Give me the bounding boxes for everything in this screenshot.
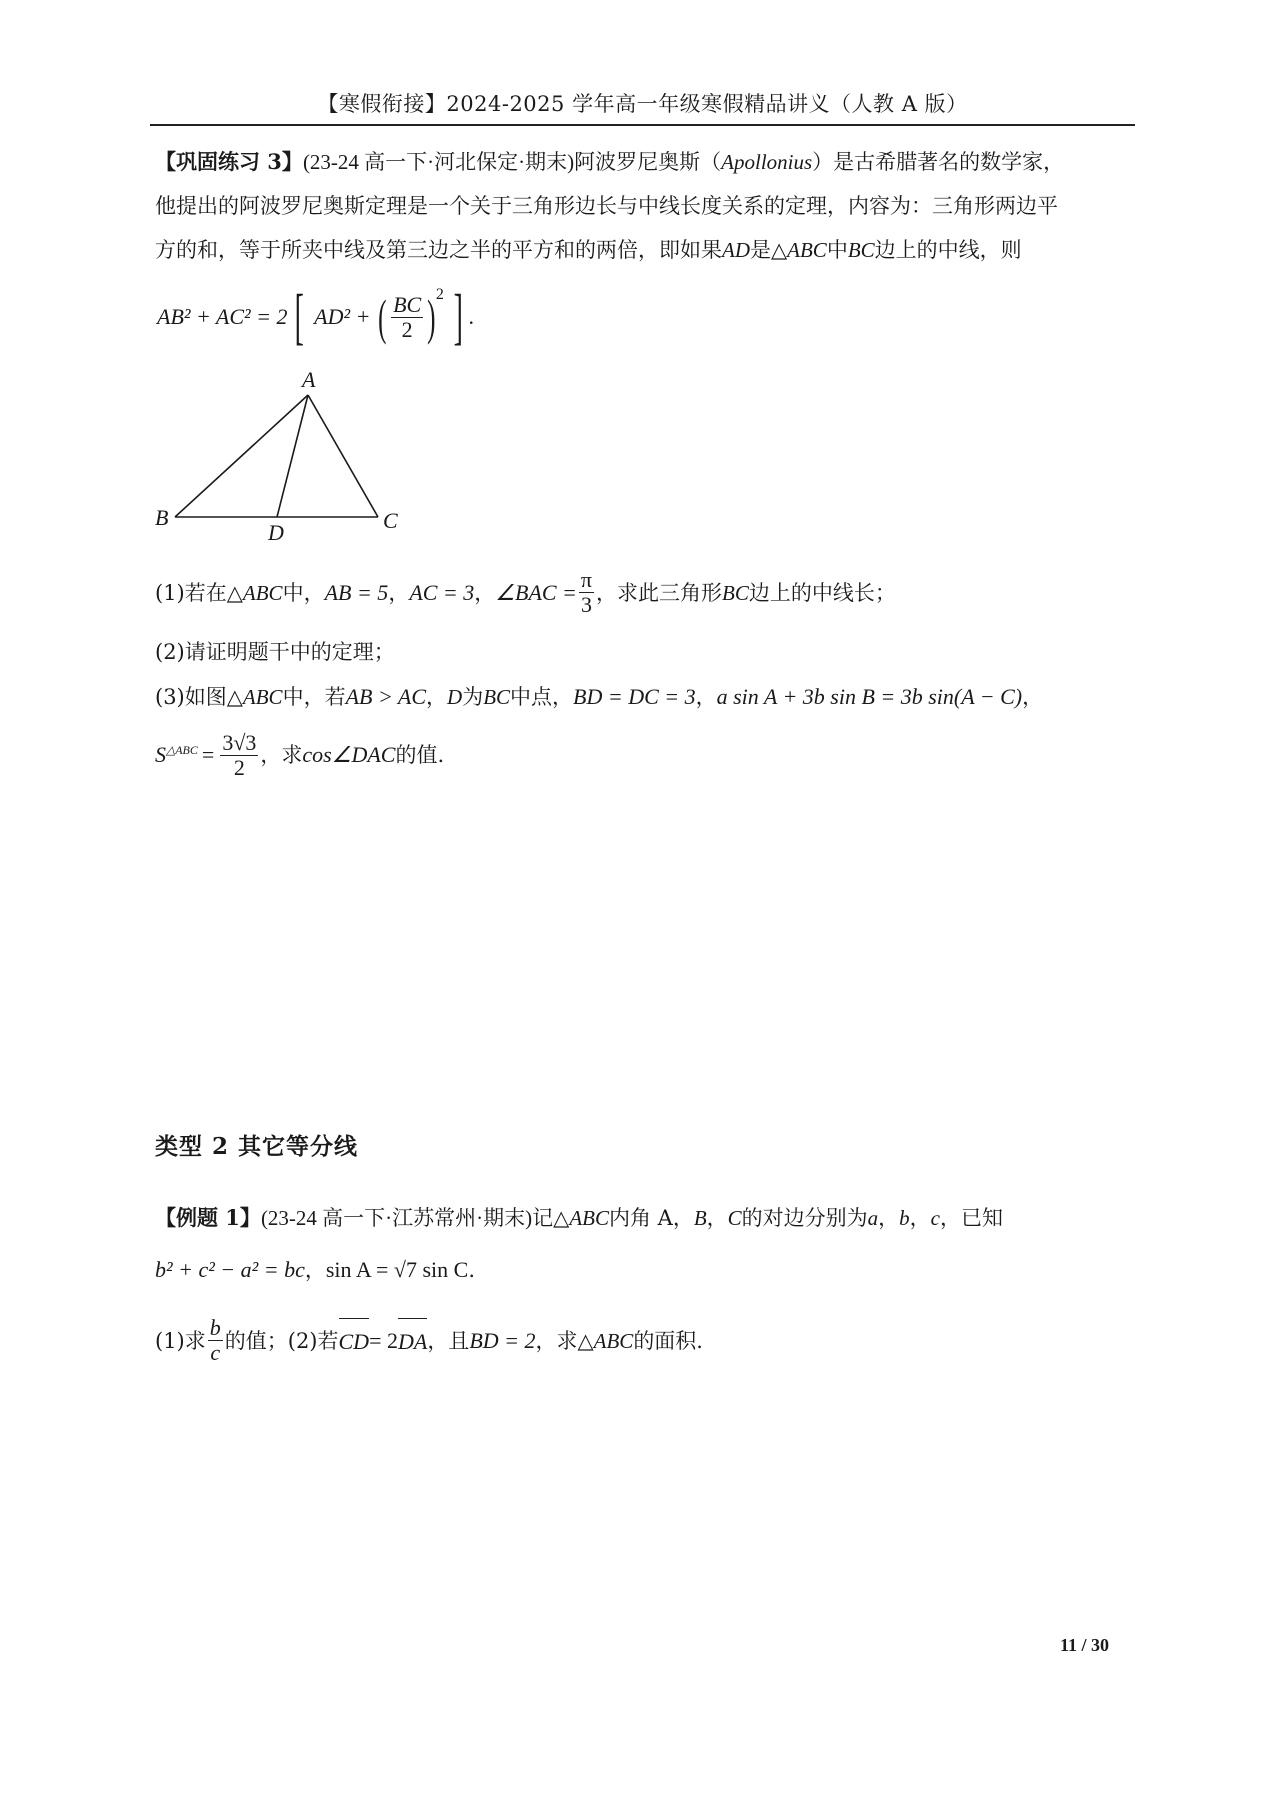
math-angle-bac: ∠BAC = <box>495 579 577 605</box>
text-span: 的值. <box>395 743 445 767</box>
page-header: 【寒假衔接】2024-2025 学年高一年级寒假精品讲义（人教 A 版） <box>317 92 968 116</box>
math-area-subscript: △ABC <box>166 743 198 757</box>
math-sin-a: sin A = <box>325 1257 394 1282</box>
exercise3-intro-1: 阿波罗尼奥斯（ <box>574 150 722 174</box>
exponent: 2 <box>435 286 444 303</box>
text-span: (1)若在△ <box>155 580 243 605</box>
math-ab-5: AB = 5 <box>324 579 389 605</box>
math-ab-gt-ac: AB > AC <box>345 684 427 709</box>
vector-da: DA <box>398 1318 427 1364</box>
fraction-denominator: c <box>210 1340 221 1365</box>
fraction-numerator: b <box>209 1315 221 1340</box>
text-span: ， <box>474 580 496 605</box>
exercise3-q3-line1 <box>155 675 1135 719</box>
text-span: 的值；(2)若 <box>224 1328 339 1353</box>
text-span: 的面积. <box>633 1328 703 1353</box>
exercise3-line2: 他提出的阿波罗尼奥斯定理是一个关于三角形边长与中线长度关系的定理，内容为：三角形两边平 <box>155 194 1058 218</box>
text-span: 方的和，等于所夹中线及第三边之半的平方和的两倍，即如果 <box>155 238 722 262</box>
math-d: D <box>447 685 463 709</box>
text-span: ， <box>304 1258 326 1282</box>
math-bc: BC <box>722 580 749 605</box>
equals-sign: = <box>201 742 215 767</box>
text-span: 的对边分别为 <box>741 1206 868 1230</box>
text-span: ， <box>1022 685 1044 709</box>
right-bracket: ] <box>453 283 463 351</box>
label-b: B <box>155 505 169 530</box>
text-span: . <box>468 1258 476 1282</box>
fraction-b-over-c <box>208 1316 223 1365</box>
text-span: ，求 <box>260 743 303 767</box>
math-bd-dc: BD = DC = 3 <box>573 684 696 709</box>
apollonius-formula <box>157 282 474 352</box>
text-span: 是△ <box>750 238 788 262</box>
text-span: 中， <box>282 580 325 605</box>
math-side-a: a <box>867 1206 879 1230</box>
math-sqrt7: √7 <box>393 1257 417 1282</box>
fraction-denominator: 2 <box>233 754 245 780</box>
math-abc: ABC <box>787 238 827 262</box>
header-rule <box>150 124 1135 126</box>
page-number: 11 / 30 <box>1060 1635 1110 1655</box>
math-c: C <box>727 1206 742 1230</box>
exercise3-source: (23-24 高一下·河北保定·期末) <box>302 150 575 174</box>
text-span: 中点， <box>510 685 574 709</box>
math-side-c: c <box>930 1206 940 1230</box>
math-abc: ABC <box>569 1206 609 1230</box>
text-span: (1)求 <box>155 1328 206 1353</box>
exercise3-q1 <box>155 568 1135 617</box>
text-span: ， <box>695 685 717 709</box>
median-ad <box>277 395 308 517</box>
left-paren: ( <box>378 289 387 345</box>
example1-line2 <box>155 1248 1135 1292</box>
math-area-s: S <box>155 742 166 767</box>
fraction-numerator: 3√3 <box>222 729 257 755</box>
text-span: ，已知 <box>940 1206 1003 1230</box>
text-span: 中 <box>826 238 848 262</box>
exercise3-tag: 【巩固练习 3】 <box>155 149 303 174</box>
exercise3-intro-2: ）是古希腊著名的数学家， <box>812 150 1065 174</box>
side-ac <box>308 395 378 517</box>
example1-source: (23-24 高一下·江苏常州·期末) <box>260 1206 533 1230</box>
label-d: D <box>268 520 284 545</box>
math-b: B <box>693 1206 707 1230</box>
label-c: C <box>383 508 398 533</box>
text-span: ， <box>426 685 448 709</box>
math-ac-3: AC = 3 <box>409 579 475 605</box>
math-bc: BC <box>847 238 875 262</box>
exercise3-q3-line2 <box>155 728 1135 782</box>
label-a: A <box>302 367 316 392</box>
text-span: 中，若 <box>282 685 346 709</box>
example1-line1 <box>155 1196 1135 1240</box>
formula-period: . <box>468 304 475 329</box>
text-span: ， <box>388 580 410 605</box>
math-cosine-condition: b² + c² − a² = bc <box>155 1257 305 1282</box>
math-cos-dac: cos∠DAC <box>302 742 396 767</box>
formula-ad: AD² + <box>314 304 371 329</box>
side-ab <box>175 395 308 517</box>
exercise3-line1 <box>155 140 1135 184</box>
text-span: 为 <box>462 685 484 709</box>
text-span: ， <box>706 1206 728 1230</box>
exercise3-q2: (2)请证明题干中的定理； <box>155 640 395 664</box>
fraction-denominator: 2 <box>401 316 413 342</box>
example1-questions <box>155 1316 1135 1365</box>
math-sine-equation: a sin A + 3b sin B = 3b sin(A − C) <box>716 684 1023 709</box>
math-abc: ABC <box>593 1328 634 1353</box>
math-sin-c: sin C <box>416 1257 469 1282</box>
triangle-figure <box>150 365 410 545</box>
math-ad: AD <box>722 238 750 262</box>
vector-cd: CD <box>339 1318 370 1364</box>
text-span: 边上的中线，则 <box>874 238 1022 262</box>
example1-tag: 【例题 1】 <box>155 1205 261 1230</box>
fraction-numerator: π <box>580 567 593 592</box>
text-span: 边上的中线长； <box>748 580 896 605</box>
math-side-b: b <box>899 1206 910 1230</box>
fraction-3sqrt3-over-2 <box>220 731 258 780</box>
fraction-pi-over-3 <box>579 568 594 617</box>
text-span: ， <box>909 1206 931 1230</box>
math-bd-2: BD = 2 <box>469 1327 536 1353</box>
math-abc: ABC <box>242 685 283 709</box>
fraction-numerator: BC <box>393 291 422 317</box>
text-span: (3)如图△ <box>155 685 243 709</box>
right-paren: ) <box>427 289 436 345</box>
fraction-bc-over-2 <box>391 293 423 342</box>
text-span: ， <box>878 1206 900 1230</box>
left-bracket: [ <box>295 283 305 351</box>
text-span: 内角 A， <box>608 1206 694 1230</box>
math-abc: ABC <box>242 580 283 605</box>
formula-left: AB² + AC² = 2 <box>157 304 288 329</box>
text-span: 记△ <box>532 1206 570 1230</box>
text-span: ，求△ <box>535 1328 594 1353</box>
text-span: ，且 <box>427 1328 470 1353</box>
exercise3-latin-name: Apollonius <box>721 150 813 174</box>
math-equals-2: = 2 <box>369 1327 398 1353</box>
exercise3-line3 <box>155 228 1135 272</box>
math-bc: BC <box>483 685 511 709</box>
fraction-denominator: 3 <box>580 592 592 617</box>
text-span: ，求此三角形 <box>596 580 723 605</box>
section-title: 类型 2 其它等分线 <box>155 1133 359 1160</box>
